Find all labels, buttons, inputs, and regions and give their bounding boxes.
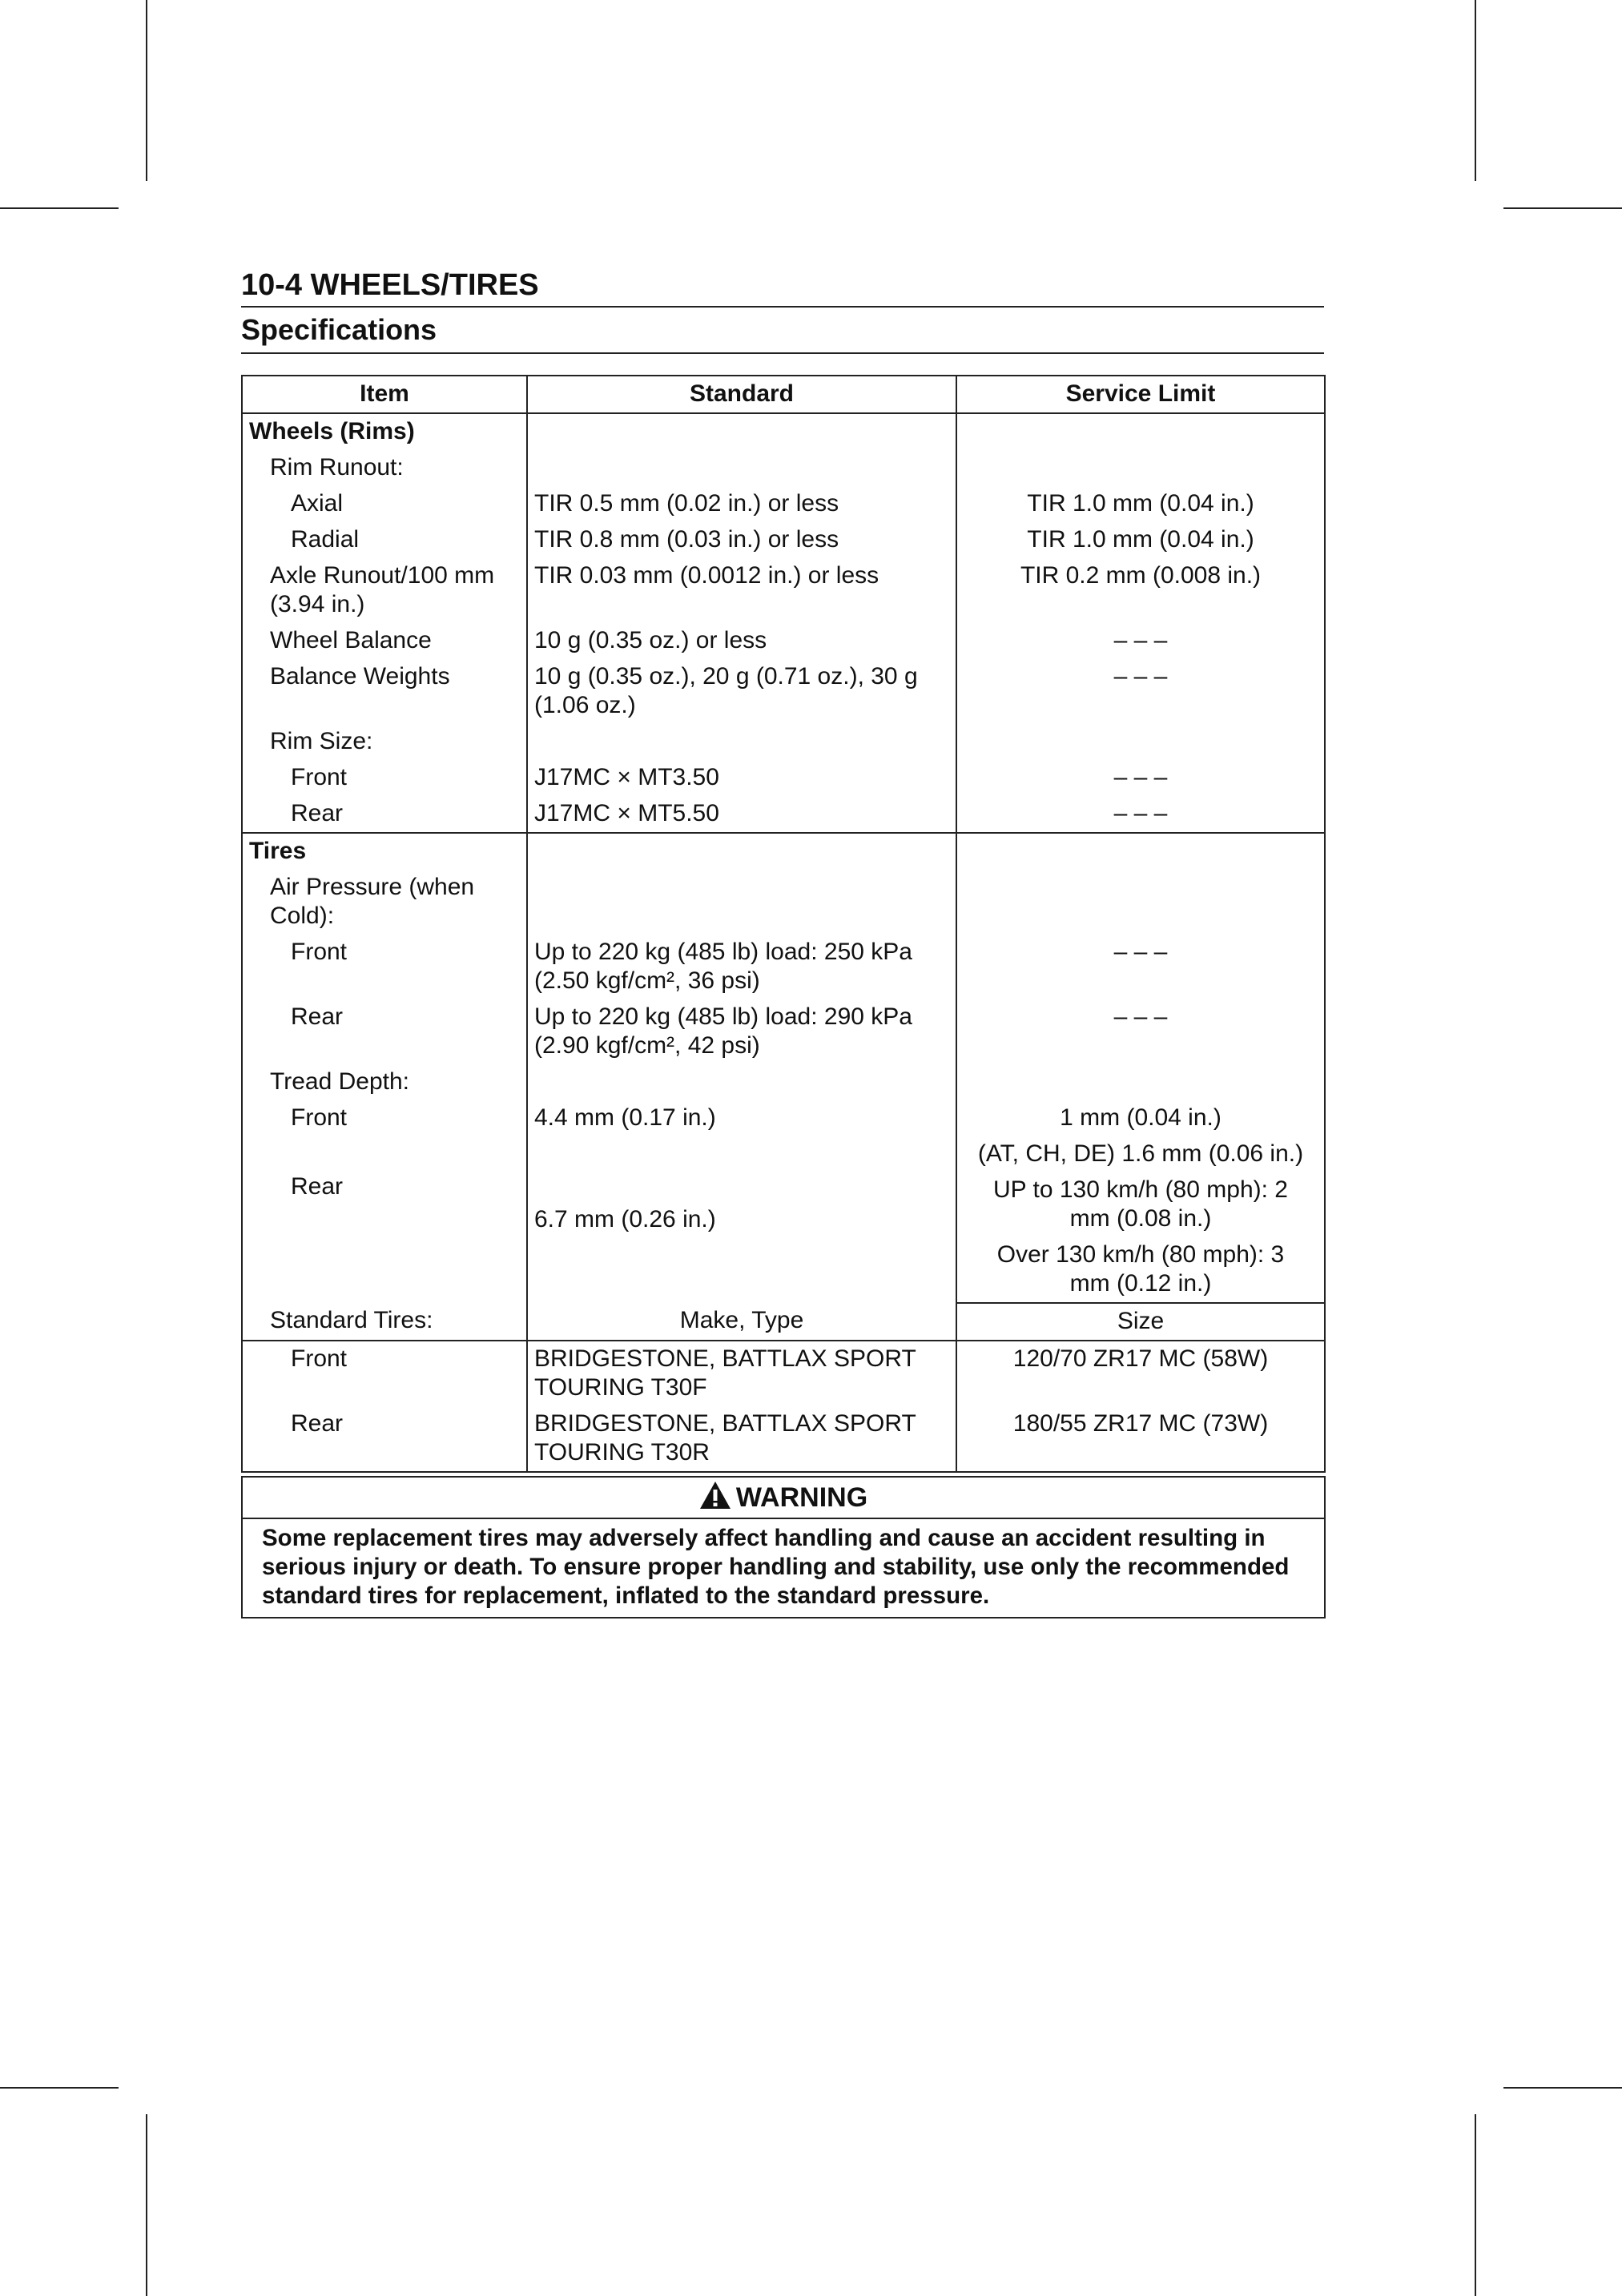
limit-cell: – – – <box>956 659 1325 724</box>
limit-cell: – – – <box>956 760 1325 796</box>
standard-cell: J17MC × MT5.50 <box>527 796 956 833</box>
subheader-size: Size <box>956 1303 1325 1341</box>
make-type-cell: BRIDGESTONE, BATTLAX SPORT TOURING T30R <box>527 1406 956 1472</box>
subheader-make-type: Make, Type <box>527 1303 956 1341</box>
table-row <box>242 760 1325 796</box>
standard-cell: J17MC × MT3.50 <box>527 760 956 796</box>
item-cell: Front <box>242 1100 527 1136</box>
subgroup-label: Tread Depth: <box>242 1064 527 1100</box>
standard-cell: 4.4 mm (0.17 in.) <box>527 1100 956 1136</box>
item-cell: Rear <box>242 1136 527 1303</box>
table-row <box>242 623 1325 659</box>
table-row <box>242 522 1325 558</box>
table-row <box>242 486 1325 522</box>
table-row <box>242 1100 1325 1136</box>
item-cell: Radial <box>242 522 527 558</box>
limit-cell: UP to 130 km/h (80 mph): 2 mm (0.08 in.) <box>956 1172 1325 1237</box>
column-header-service-limit: Service Limit <box>956 376 1325 413</box>
table-row <box>242 935 1325 999</box>
item-cell: Rear <box>242 796 527 833</box>
table-row <box>242 450 1325 486</box>
limit-cell: – – – <box>956 796 1325 833</box>
size-cell: 180/55 ZR17 MC (73W) <box>956 1406 1325 1472</box>
table-row <box>242 1136 1325 1172</box>
item-cell: Wheel Balance <box>242 623 527 659</box>
crop-mark <box>146 0 147 181</box>
table-row <box>242 1341 1325 1406</box>
standard-cell: 10 g (0.35 oz.) or less <box>527 623 956 659</box>
table-row <box>242 558 1325 623</box>
page-header <box>241 264 1324 354</box>
crop-mark <box>1503 2087 1622 2089</box>
warning-text: Some replacement tires may adversely affect handling and cause an accident resulting in serious injury or death. To ensure proper handling and stability, use only the recommended standard tires for replacement, inflated to the standard pressure. <box>262 1525 1290 1609</box>
column-header-standard: Standard <box>527 376 956 413</box>
table-header-row <box>242 376 1325 413</box>
limit-cell: (AT, CH, DE) 1.6 mm (0.06 in.) <box>956 1136 1325 1172</box>
table-row <box>242 1303 1325 1341</box>
crop-mark <box>1503 207 1622 209</box>
section-title: Specifications <box>241 313 437 346</box>
crop-mark <box>0 2087 119 2089</box>
limit-cell: – – – <box>956 935 1325 999</box>
standard-cell: 6.7 mm (0.26 in.) <box>527 1136 956 1303</box>
table-row <box>242 724 1325 760</box>
item-cell: Front <box>242 760 527 796</box>
subgroup-label: Standard Tires: <box>242 1303 527 1341</box>
table-row <box>242 833 1325 870</box>
column-header-item: Item <box>242 376 527 413</box>
warning-box <box>241 1476 1326 1618</box>
limit-cell: – – – <box>956 999 1325 1064</box>
standard-cell: Up to 220 kg (485 lb) load: 250 kPa (2.50 kgf/cm², 36 psi) <box>527 935 956 999</box>
crop-mark <box>1475 2114 1476 2296</box>
limit-cell: TIR 1.0 mm (0.04 in.) <box>956 486 1325 522</box>
crop-mark <box>1475 0 1476 181</box>
item-cell: Front <box>242 935 527 999</box>
page-title: 10-4 WHEELS/TIRES <box>241 268 539 302</box>
spec-table <box>241 375 1326 1473</box>
group-label: Tires <box>242 833 527 870</box>
table-row <box>242 1064 1325 1100</box>
warning-title: WARNING <box>735 1482 868 1513</box>
item-cell: Rear <box>242 1406 527 1472</box>
standard-cell: 10 g (0.35 oz.), 20 g (0.71 oz.), 30 g (1.06 oz.) <box>527 659 956 724</box>
table-row <box>242 413 1325 450</box>
subgroup-label: Rim Runout: <box>242 450 527 486</box>
limit-cell: 1 mm (0.04 in.) <box>956 1100 1325 1136</box>
standard-cell: Up to 220 kg (485 lb) load: 290 kPa (2.90 kgf/cm², 42 psi) <box>527 999 956 1064</box>
crop-mark <box>0 207 119 209</box>
make-type-cell: BRIDGESTONE, BATTLAX SPORT TOURING T30F <box>527 1341 956 1406</box>
subgroup-label: Air Pressure (when Cold): <box>242 870 527 935</box>
standard-cell: TIR 0.03 mm (0.0012 in.) or less <box>527 558 956 623</box>
table-row <box>242 659 1325 724</box>
item-cell: Balance Weights <box>242 659 527 724</box>
subgroup-label: Rim Size: <box>242 724 527 760</box>
table-row <box>242 870 1325 935</box>
table-row <box>242 1406 1325 1472</box>
item-cell: Rear <box>242 999 527 1064</box>
warning-triangle-icon <box>699 1481 731 1510</box>
table-row <box>242 796 1325 833</box>
standard-cell: TIR 0.8 mm (0.03 in.) or less <box>527 522 956 558</box>
item-cell: Axial <box>242 486 527 522</box>
limit-cell: – – – <box>956 623 1325 659</box>
limit-cell: TIR 0.2 mm (0.008 in.) <box>956 558 1325 623</box>
group-label: Wheels (Rims) <box>242 413 527 450</box>
crop-mark <box>146 2114 147 2296</box>
size-cell: 120/70 ZR17 MC (58W) <box>956 1341 1325 1406</box>
standard-cell: TIR 0.5 mm (0.02 in.) or less <box>527 486 956 522</box>
limit-cell: Over 130 km/h (80 mph): 3 mm (0.12 in.) <box>956 1237 1325 1303</box>
limit-cell: TIR 1.0 mm (0.04 in.) <box>956 522 1325 558</box>
item-cell: Axle Runout/100 mm (3.94 in.) <box>242 558 527 623</box>
warning-header <box>243 1478 1324 1519</box>
section-rule <box>241 352 1324 354</box>
table-row <box>242 999 1325 1064</box>
item-cell: Front <box>242 1341 527 1406</box>
